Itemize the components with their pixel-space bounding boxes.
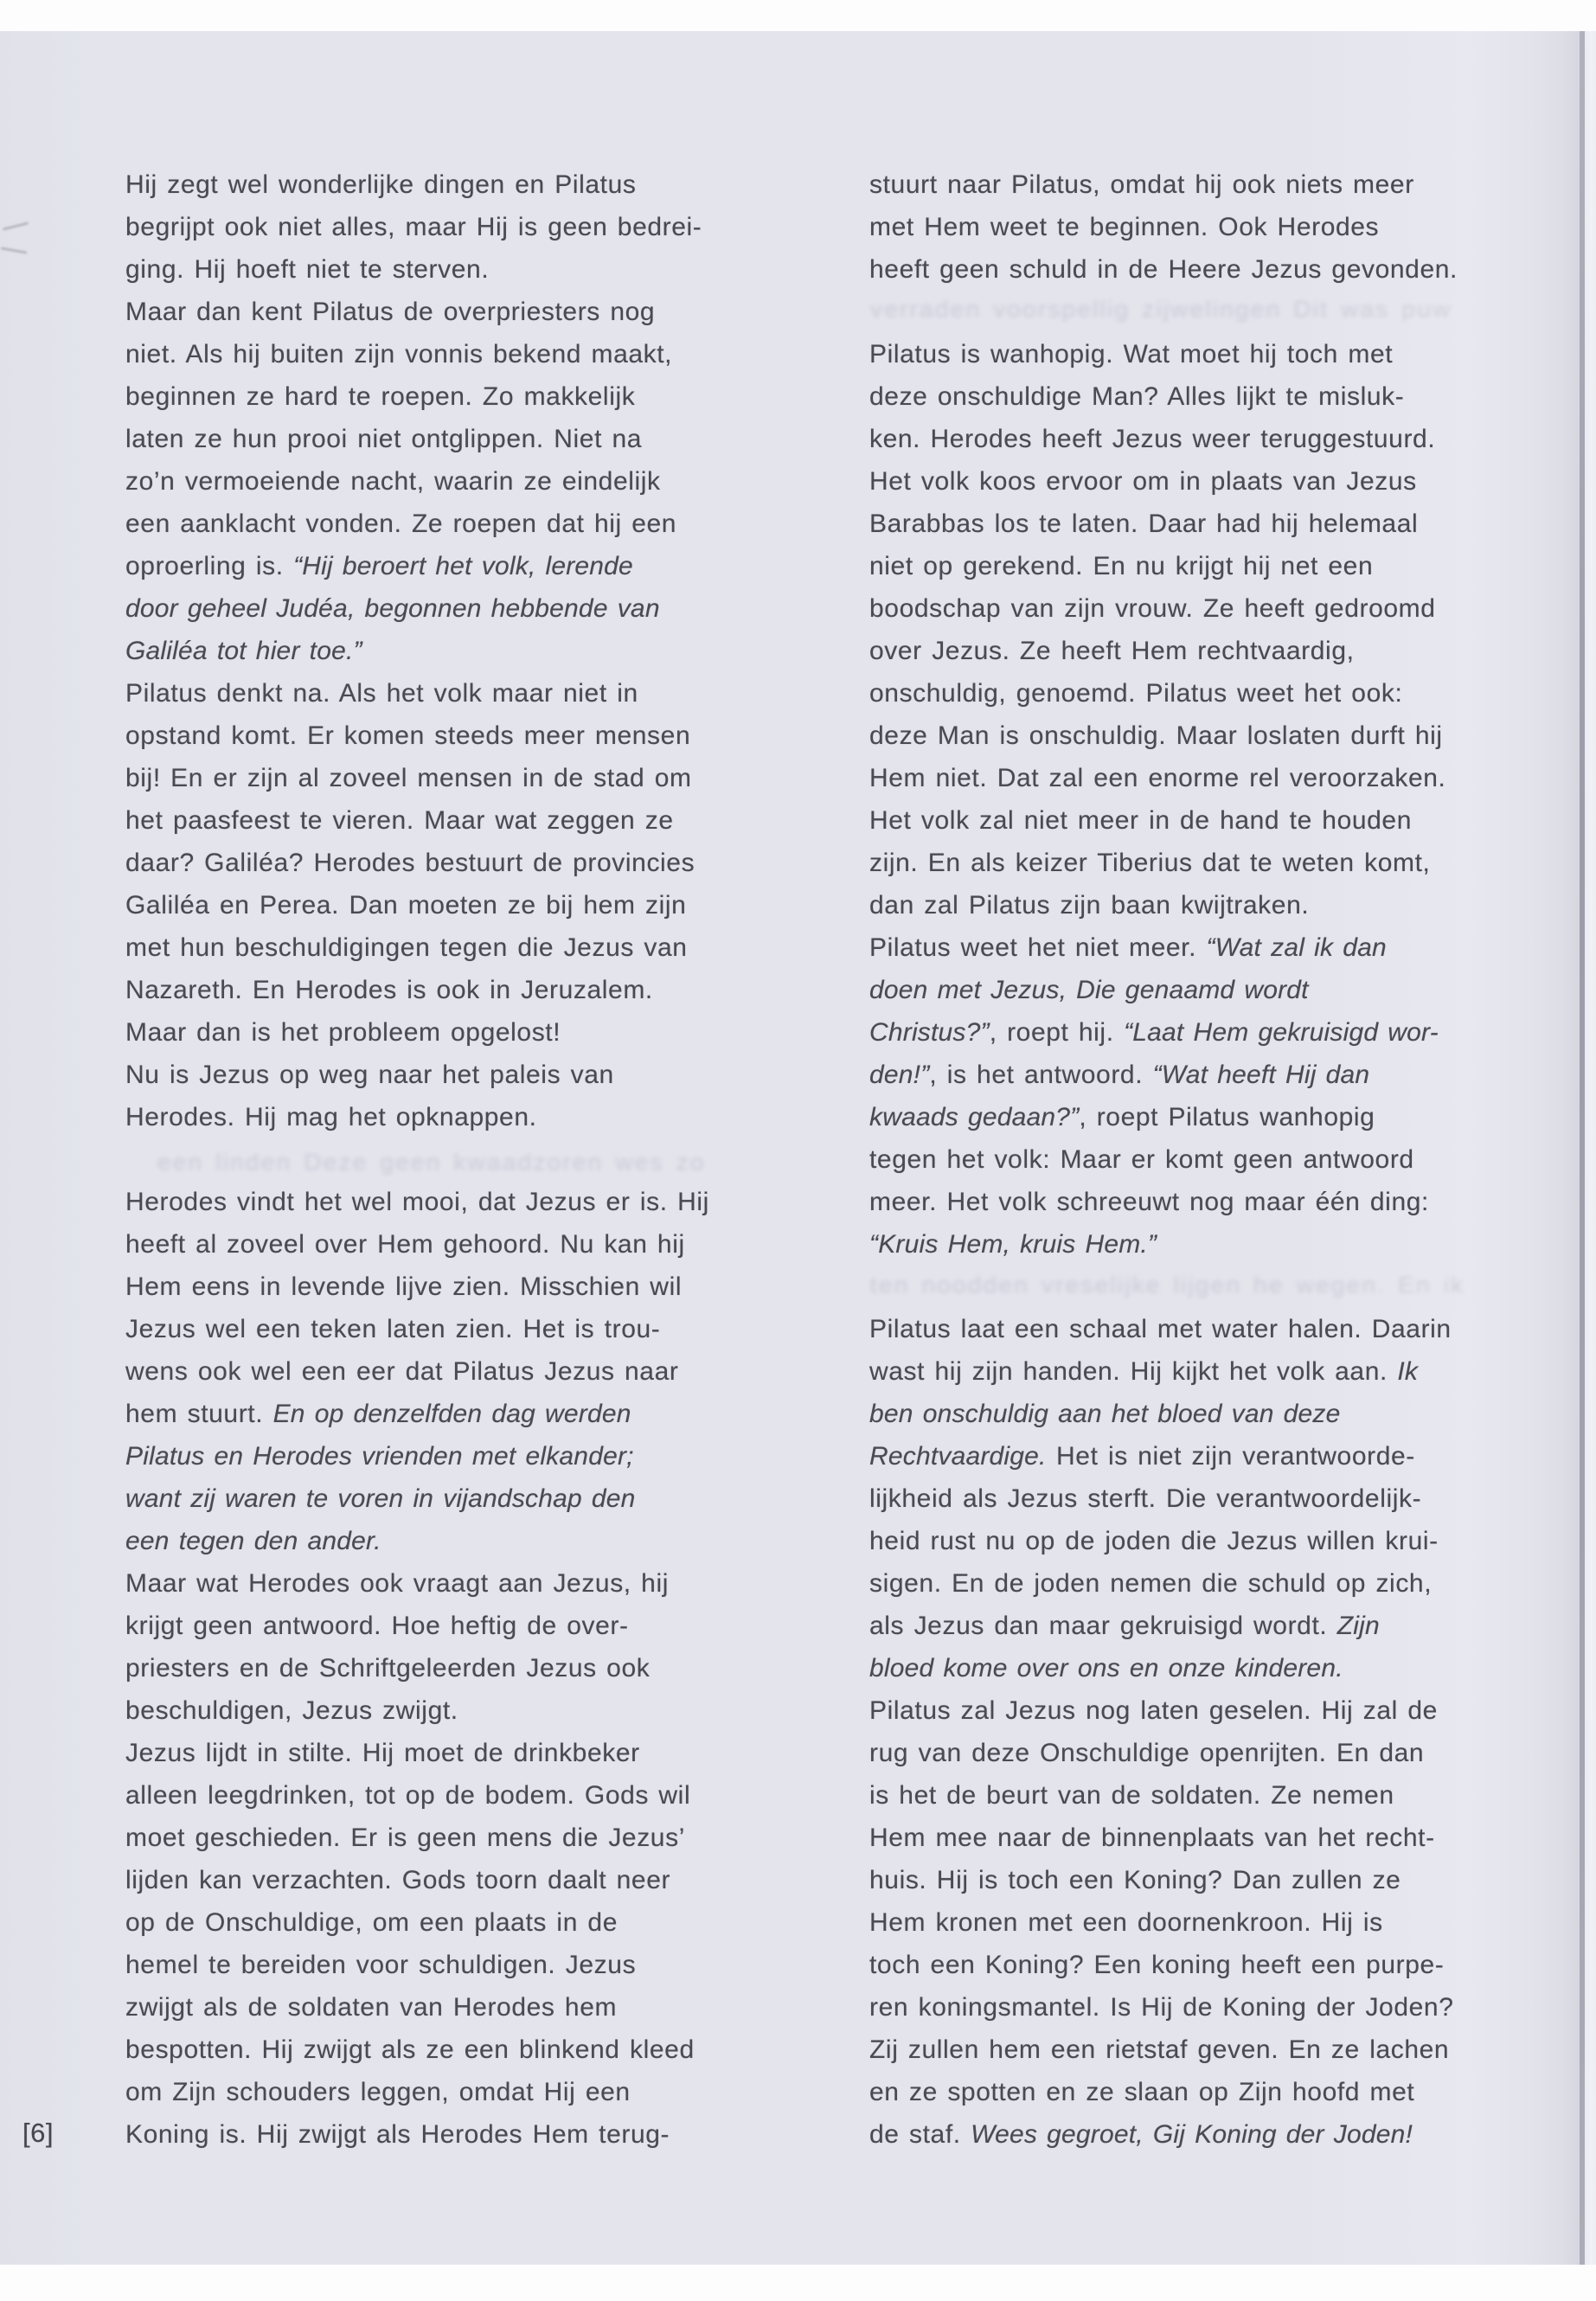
- text-line: [125, 842, 770, 884]
- text-line: [125, 1647, 770, 1689]
- body-text-segment: om Zijn schouders leggen, omdat Hij een: [125, 2078, 631, 2106]
- body-text-segment: Jezus wel een teken laten zien. Het is trou-: [125, 1315, 661, 1343]
- text-line: [125, 418, 770, 460]
- text-line: [125, 587, 770, 630]
- text-line: [125, 1605, 770, 1647]
- body-text-segment: en ze spotten en ze slaan op Zijn hoofd met: [869, 2078, 1415, 2106]
- text-line: [125, 248, 770, 291]
- bleed-through-text: verraden voorspellig zijwelingen Dit was puw: [870, 296, 1452, 323]
- body-text-segment: meer. Het volk schreeuwt nog maar één ding:: [869, 1188, 1429, 1216]
- text-line: [125, 1817, 770, 1859]
- text-line: [869, 418, 1553, 460]
- text-line: [125, 1859, 770, 1901]
- body-text-segment: Pilatus laat een schaal met water halen. Daarin: [869, 1315, 1452, 1343]
- body-text-segment: bespotten. Hij zwijgt als ze een blinkend kleed: [125, 2035, 695, 2064]
- italic-quote-segment: Pilatus en Herodes vrienden met elkander;: [125, 1442, 634, 1471]
- italic-quote-segment: Ik: [1397, 1357, 1419, 1386]
- body-text-segment: Hij zegt wel wonderlijke dingen en Pilatus: [125, 170, 637, 199]
- italic-quote-segment: bloed kome over ons en onze kinderen.: [869, 1654, 1343, 1682]
- body-text-segment: zijn. En als keizer Tiberius dat te weten komt,: [869, 849, 1431, 877]
- text-line: [869, 1901, 1553, 1944]
- body-text-segment: Pilatus zal Jezus nog laten geselen. Hij zal de: [869, 1696, 1438, 1725]
- text-line: [869, 1011, 1553, 1054]
- italic-quote-segment: Zijn: [1336, 1612, 1380, 1640]
- page-number: [6]: [22, 2118, 54, 2148]
- body-text-segment: het paasfeest te vieren. Maar wat zeggen ze: [125, 806, 674, 835]
- right-text-column: [869, 163, 1553, 2156]
- body-text-segment: huis. Hij is toch een Koning? Dan zullen ze: [869, 1866, 1401, 1894]
- text-line: [869, 1266, 1553, 1308]
- body-text-segment: Maar wat Herodes ook vraagt aan Jezus, hij: [125, 1569, 669, 1598]
- italic-quote-segment: Wees gegroet, Gij Koning der Joden!: [971, 2120, 1413, 2149]
- body-text-segment: de staf.: [869, 2120, 971, 2149]
- body-text-segment: Zij zullen hem een rietstaf geven. En ze lachen: [869, 2035, 1450, 2064]
- body-text-segment: begrijpt ook niet alles, maar Hij is geen bedrei-: [125, 213, 702, 241]
- text-line: [125, 1986, 770, 2029]
- text-line: [869, 1986, 1553, 2029]
- body-text-segment: Nu is Jezus op weg naar het paleis van: [125, 1061, 614, 1089]
- italic-quote-segment: den!”: [869, 1061, 930, 1089]
- text-line: [869, 375, 1553, 418]
- body-text-segment: wens ook wel een eer dat Pilatus Jezus naar: [125, 1357, 679, 1386]
- text-line: [869, 291, 1553, 333]
- body-text-segment: opstand komt. Er komen steeds meer mensen: [125, 721, 691, 750]
- text-line: [869, 206, 1553, 248]
- text-line: [125, 1477, 770, 1520]
- body-text-segment: is het de beurt van de soldaten. Ze nemen: [869, 1781, 1394, 1810]
- text-line: [869, 1393, 1553, 1435]
- body-text-segment: over Jezus. Ze heeft Hem rechtvaardig,: [869, 637, 1355, 665]
- body-text-segment: stuurt naar Pilatus, omdat hij ook niets meer: [869, 170, 1414, 199]
- body-text-segment: met Hem weet te beginnen. Ook Herodes: [869, 213, 1380, 241]
- body-text-segment: heeft geen schuld in de Heere Jezus gevonden.: [869, 255, 1458, 284]
- body-text-segment: ging. Hij hoeft niet te sterven.: [125, 255, 490, 284]
- body-text-segment: Jezus lijdt in stilte. Hij moet de drinkbeker: [125, 1739, 640, 1767]
- italic-quote-segment: Galiléa tot hier toe.”: [125, 637, 362, 665]
- body-text-segment: toch een Koning? Een koning heeft een purpe-: [869, 1951, 1445, 1979]
- text-line: [869, 969, 1553, 1011]
- body-text-segment: krijgt geen antwoord. Hoe heftig de over-: [125, 1612, 629, 1640]
- text-line: [869, 1054, 1553, 1096]
- text-line: [869, 163, 1553, 206]
- text-line: [125, 799, 770, 842]
- text-line: [869, 1477, 1553, 1520]
- text-line: [125, 163, 770, 206]
- text-line: [125, 1350, 770, 1393]
- text-line: [125, 2113, 770, 2156]
- left-text-column: [125, 163, 770, 2156]
- text-line: [869, 672, 1553, 715]
- text-line: [125, 1562, 770, 1605]
- body-text-segment: daar? Galiléa? Herodes bestuurt de provincies: [125, 849, 695, 877]
- text-line: [869, 2113, 1553, 2156]
- text-line: [125, 1393, 770, 1435]
- body-text-segment: Hem eens in levende lijve zien. Misschien wil: [125, 1272, 683, 1301]
- text-line: [125, 1944, 770, 1986]
- body-text-segment: Het volk zal niet meer in de hand te houden: [869, 806, 1413, 835]
- italic-quote-segment: doen met Jezus, Die genaamd wordt: [869, 976, 1309, 1004]
- body-text-segment: als Jezus dan maar gekruisigd wordt.: [869, 1612, 1337, 1640]
- body-text-segment: Hem mee naar de binnenplaats van het recht-: [869, 1823, 1435, 1852]
- text-line: [869, 1859, 1553, 1901]
- text-line: [869, 1181, 1553, 1223]
- text-line: [125, 715, 770, 757]
- text-line: [125, 2071, 770, 2113]
- text-line: [869, 545, 1553, 587]
- body-text-segment: heid rust nu op de joden die Jezus willen krui-: [869, 1527, 1439, 1555]
- body-text-segment: Hem niet. Dat zal een enorme rel veroorzaken.: [869, 764, 1446, 792]
- body-text-segment: Pilatus denkt na. Als het volk maar niet in: [125, 679, 638, 708]
- body-text-segment: Pilatus is wanhopig. Wat moet hij toch met: [869, 340, 1394, 369]
- text-line: [125, 1011, 770, 1054]
- italic-quote-segment: “Hij beroert het volk, lerende: [293, 552, 633, 580]
- body-text-segment: hemel te bereiden voor schuldigen. Jezus: [125, 1951, 637, 1979]
- text-line: [869, 1944, 1553, 1986]
- italic-quote-segment: want zij waren te voren in vijandschap den: [125, 1484, 636, 1513]
- text-line: [125, 672, 770, 715]
- text-line: [869, 1435, 1553, 1477]
- body-text-segment: Herodes. Hij mag het opknappen.: [125, 1103, 537, 1131]
- scanner-margin-bottom: [0, 2265, 1596, 2301]
- text-line: [869, 460, 1553, 503]
- text-line: [869, 1817, 1553, 1859]
- body-text-segment: niet op gerekend. En nu krijgt hij net een: [869, 552, 1374, 580]
- body-text-segment: bij! En er zijn al zoveel mensen in de stad om: [125, 764, 692, 792]
- text-line: [869, 1223, 1553, 1266]
- italic-quote-segment: “Wat heeft Hij dan: [1152, 1061, 1370, 1089]
- body-text-segment: alleen leegdrinken, tot op de bodem. Gods wil: [125, 1781, 691, 1810]
- italic-quote-segment: En op denzelfden dag werden: [272, 1400, 631, 1428]
- italic-quote-segment: Christus?”: [869, 1018, 990, 1047]
- body-text-segment: priesters en de Schriftgeleerden Jezus ook: [125, 1654, 651, 1682]
- text-line: [125, 1181, 770, 1223]
- text-line: [869, 715, 1553, 757]
- text-line: [125, 503, 770, 545]
- text-line: [125, 1223, 770, 1266]
- adjacent-page-edge: [1585, 31, 1596, 2265]
- text-line: [125, 884, 770, 926]
- body-text-segment: heeft al zoveel over Hem gehoord. Nu kan hij: [125, 1230, 685, 1259]
- text-line: [869, 1647, 1553, 1689]
- text-line: [125, 291, 770, 333]
- body-text-segment: met hun beschuldigingen tegen die Jezus van: [125, 933, 688, 962]
- body-text-segment: hem stuurt.: [125, 1400, 273, 1428]
- body-text-segment: ren koningsmantel. Is Hij de Koning der Joden?: [869, 1993, 1454, 2022]
- body-text-segment: onschuldig, genoemd. Pilatus weet het ook:: [869, 679, 1403, 708]
- body-text-segment: , roept hij.: [989, 1018, 1125, 1047]
- body-text-segment: sigen. En de joden nemen die schuld op zich,: [869, 1569, 1433, 1598]
- body-text-segment: Het volk koos ervoor om in plaats van Jezus: [869, 467, 1417, 496]
- body-text-segment: een aanklacht vonden. Ze roepen dat hij een: [125, 510, 677, 538]
- text-line: [125, 1308, 770, 1350]
- italic-quote-segment: een tegen den ander.: [125, 1527, 381, 1555]
- text-line: [869, 1605, 1553, 1647]
- text-line: [869, 842, 1553, 884]
- text-line: [869, 2071, 1553, 2113]
- text-line: [869, 1096, 1553, 1138]
- text-line: [125, 206, 770, 248]
- text-line: [125, 460, 770, 503]
- text-line: [869, 587, 1553, 630]
- text-line: [869, 630, 1553, 672]
- body-text-segment: beginnen ze hard te roepen. Zo makkelijk: [125, 382, 636, 411]
- body-text-segment: ken. Herodes heeft Jezus weer teruggestuurd.: [869, 425, 1436, 453]
- body-text-segment: laten ze hun prooi niet ontglippen. Niet na: [125, 425, 643, 453]
- text-line: [125, 2029, 770, 2071]
- body-text-segment: Koning is. Hij zwijgt als Herodes Hem terug-: [125, 2120, 670, 2149]
- body-text-segment: zo’n vermoeiende nacht, waarin ze eindelijk: [125, 467, 661, 496]
- text-line: [869, 1732, 1553, 1774]
- body-text-segment: deze onschuldige Man? Alles lijkt te misluk-: [869, 382, 1405, 411]
- scanner-margin-top: [0, 0, 1596, 31]
- text-line: [869, 884, 1553, 926]
- scan-artifact-mark: [1, 247, 27, 253]
- body-text-segment: dan zal Pilatus zijn baan kwijtraken.: [869, 891, 1310, 920]
- body-text-segment: deze Man is onschuldig. Maar loslaten durft hij: [869, 721, 1443, 750]
- body-text-segment: Herodes vindt het wel mooi, dat Jezus er is. Hij: [125, 1188, 709, 1216]
- italic-quote-segment: “Laat Hem gekruisigd wor-: [1124, 1018, 1439, 1047]
- body-text-segment: Pilatus weet het niet meer.: [869, 933, 1207, 962]
- text-line: [869, 1774, 1553, 1817]
- text-line: [125, 1520, 770, 1562]
- body-text-segment: rug van deze Onschuldige openrijten. En dan: [869, 1739, 1425, 1767]
- italic-quote-segment: door geheel Judéa, begonnen hebbende van: [125, 594, 660, 623]
- text-line: [869, 503, 1553, 545]
- body-text-segment: Barabbas los te laten. Daar had hij helemaal: [869, 510, 1419, 538]
- italic-quote-segment: Rechtvaardige.: [869, 1442, 1047, 1471]
- scan-artifact-mark: [3, 221, 29, 230]
- text-line: [125, 1096, 770, 1138]
- text-line: [125, 926, 770, 969]
- body-text-segment: Het is niet zijn verantwoorde-: [1046, 1442, 1415, 1471]
- text-line: [125, 630, 770, 672]
- body-text-segment: boodschap van zijn vrouw. Ze heeft gedroomd: [869, 594, 1436, 623]
- bleed-through-text: ten noodden vreselijke lijgen he wegen. En ik: [870, 1272, 1465, 1298]
- body-text-segment: Galiléa en Perea. Dan moeten ze bij hem zijn: [125, 891, 687, 920]
- body-text-segment: Nazareth. En Herodes is ook in Jeruzalem.: [125, 976, 653, 1004]
- body-text-segment: moet geschieden. Er is geen mens die Jezus’: [125, 1823, 685, 1852]
- body-text-segment: lijkheid als Jezus sterft. Die verantwoordelijk-: [869, 1484, 1422, 1513]
- text-line: [869, 248, 1553, 291]
- body-text-segment: zwijgt als de soldaten van Herodes hem: [125, 1993, 618, 2022]
- text-line: [125, 1774, 770, 1817]
- italic-quote-segment: “Kruis Hem, kruis Hem.”: [869, 1230, 1157, 1259]
- text-line: [125, 375, 770, 418]
- text-line: [869, 757, 1553, 799]
- text-line: [869, 1689, 1553, 1732]
- text-line: [125, 333, 770, 375]
- body-text-segment: niet. Als hij buiten zijn vonnis bekend maakt,: [125, 340, 673, 369]
- body-text-segment: Maar dan is het probleem opgelost!: [125, 1018, 561, 1047]
- body-text-segment: op de Onschuldige, om een plaats in de: [125, 1908, 618, 1937]
- body-text-segment: beschuldigen, Jezus zwijgt.: [125, 1696, 458, 1725]
- body-text-segment: , roept Pilatus wanhopig: [1079, 1103, 1375, 1131]
- text-line: [869, 926, 1553, 969]
- body-text-segment: Maar dan kent Pilatus de overpriesters nog: [125, 298, 656, 326]
- body-text-segment: tegen het volk: Maar er komt geen antwoord: [869, 1145, 1414, 1174]
- text-line: [125, 545, 770, 587]
- italic-quote-segment: kwaads gedaan?”: [869, 1103, 1080, 1131]
- text-line: [125, 757, 770, 799]
- text-line: [125, 1435, 770, 1477]
- text-line: [869, 1520, 1553, 1562]
- bleed-through-text: een linden Deze geen kwaadzoren wes zo: [157, 1149, 706, 1176]
- text-line: [869, 1350, 1553, 1393]
- text-line: [869, 2029, 1553, 2071]
- italic-quote-segment: “Wat zal ik dan: [1206, 933, 1387, 962]
- body-text-segment: Hem kronen met een doornenkroon. Hij is: [869, 1908, 1383, 1937]
- text-line: [869, 333, 1553, 375]
- text-line: [869, 1308, 1553, 1350]
- text-line: [869, 799, 1553, 842]
- text-line: [125, 1138, 770, 1181]
- text-line: [869, 1562, 1553, 1605]
- body-text-segment: wast hij zijn handen. Hij kijkt het volk aan.: [869, 1357, 1398, 1386]
- text-line: [125, 1054, 770, 1096]
- body-text-segment: lijden kan verzachten. Gods toorn daalt neer: [125, 1866, 671, 1894]
- text-line: [125, 969, 770, 1011]
- text-line: [125, 1901, 770, 1944]
- page-surface: [0, 31, 1596, 2265]
- body-text-segment: , is het antwoord.: [929, 1061, 1153, 1089]
- text-line: [125, 1732, 770, 1774]
- text-line: [125, 1266, 770, 1308]
- body-text-segment: oproerling is.: [125, 552, 294, 580]
- text-line: [125, 1689, 770, 1732]
- text-line: [869, 1138, 1553, 1181]
- italic-quote-segment: ben onschuldig aan het bloed van deze: [869, 1400, 1341, 1428]
